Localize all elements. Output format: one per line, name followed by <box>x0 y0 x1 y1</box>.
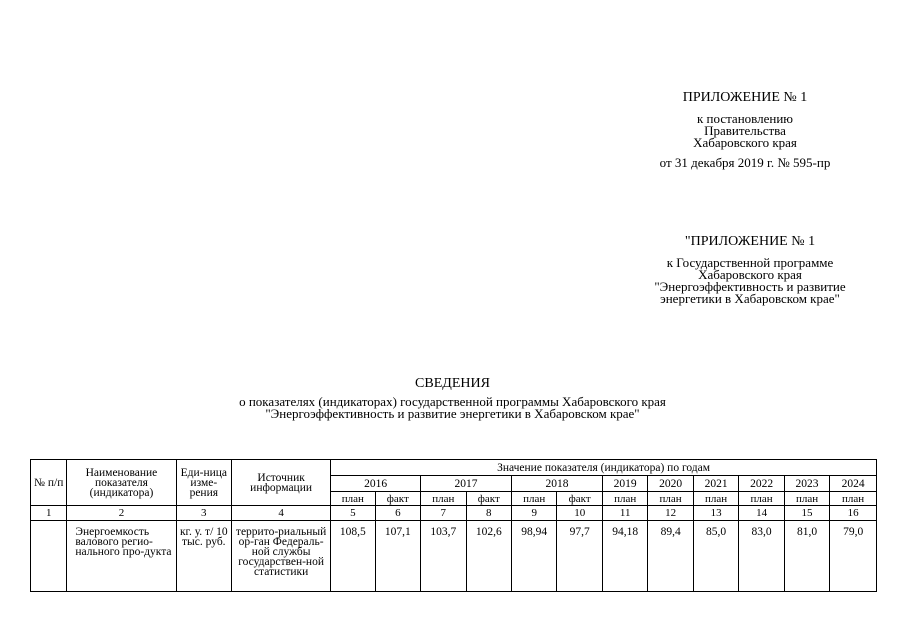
unit-cell: кг. у. т/ 10 тыс. руб. <box>176 521 232 592</box>
year-header-2024: 2024 <box>830 476 877 492</box>
appendix-1-date: от 31 декабря 2019 г. № 595-пр <box>659 155 831 170</box>
value-cell: 89,4 <box>648 521 693 592</box>
value-cell: 97,7 <box>557 521 602 592</box>
column-number-cell: 4 <box>232 506 331 521</box>
value-cell: 98,94 <box>511 521 556 592</box>
header-name: Наименование показателя (индикатора) <box>67 460 176 506</box>
column-number-cell: 14 <box>739 506 784 521</box>
column-number-cell: 13 <box>693 506 738 521</box>
value-cell: 83,0 <box>739 521 784 592</box>
value-cell: 103,7 <box>421 521 466 592</box>
column-number-cell: 10 <box>557 506 602 521</box>
plan-header-2017: план <box>421 492 466 506</box>
header-source: Источник информации <box>232 460 331 506</box>
year-header-2018: 2018 <box>511 476 602 492</box>
column-number-cell: 8 <box>466 506 511 521</box>
plan-header-2018: план <box>511 492 556 506</box>
value-cell: 107,1 <box>375 521 420 592</box>
fact-header-2017: факт <box>466 492 511 506</box>
plan-header-2024: план <box>830 492 877 506</box>
appendix-2-line2: Хабаровского края <box>698 267 802 282</box>
indicators-table <box>30 459 877 592</box>
header-unit: Еди-ница изме-рения <box>176 460 232 506</box>
year-header-2023: 2023 <box>784 476 829 492</box>
plan-header-2022: план <box>739 492 784 506</box>
year-header-2016: 2016 <box>331 476 421 492</box>
column-number-cell: 2 <box>67 506 176 521</box>
column-number-cell: 3 <box>176 506 232 521</box>
value-cell: 108,5 <box>331 521 375 592</box>
appendix-1-line1: к постановлению <box>696 111 794 126</box>
source-cell: террито-риальный ор-ган Федераль-ной службы государствен-ной статистики <box>232 521 331 592</box>
plan-header-2021: план <box>693 492 738 506</box>
column-numbers-row <box>31 506 877 521</box>
header-row-top <box>31 460 877 476</box>
value-cell: 81,0 <box>784 521 829 592</box>
document-heading <box>180 378 725 420</box>
appendix-2-line3: "Энергоэффективность и развитие <box>654 279 846 294</box>
table-body <box>31 506 877 592</box>
appendix-2-line4: энергетики в Хабаровском крае" <box>660 291 840 306</box>
heading-subtitle-2: "Энергоэффективность и развитие энергетики в Хабаровском крае" <box>265 406 640 421</box>
column-number-cell: 11 <box>602 506 647 521</box>
year-header-2022: 2022 <box>739 476 784 492</box>
year-header-2019: 2019 <box>602 476 647 492</box>
column-number-cell: 16 <box>830 506 877 521</box>
column-number-cell: 12 <box>648 506 693 521</box>
column-number-cell: 15 <box>784 506 829 521</box>
column-number-cell: 5 <box>331 506 375 521</box>
appendix-1-line2: Правительства <box>704 123 786 138</box>
value-cell: 102,6 <box>466 521 511 592</box>
year-header-2017: 2017 <box>421 476 512 492</box>
plan-header-2016: план <box>331 492 375 506</box>
header-values: Значение показателя (индикатора) по годам <box>331 460 877 476</box>
appendix-1-block <box>640 92 850 169</box>
table-row <box>31 521 877 592</box>
header-num: № п/п <box>31 460 67 506</box>
appendix-2-block <box>630 236 870 305</box>
value-cell: 79,0 <box>830 521 877 592</box>
value-cell: 85,0 <box>693 521 738 592</box>
year-header-2021: 2021 <box>693 476 738 492</box>
value-cell: 94,18 <box>602 521 647 592</box>
column-number-cell: 1 <box>31 506 67 521</box>
year-header-2020: 2020 <box>648 476 693 492</box>
appendix-2-line1: к Государственной программе <box>666 255 834 270</box>
fact-header-2018: факт <box>557 492 602 506</box>
column-number-cell: 7 <box>421 506 466 521</box>
plan-header-2020: план <box>648 492 693 506</box>
column-number-cell: 9 <box>511 506 556 521</box>
heading-title: СВЕДЕНИЯ <box>415 376 490 391</box>
appendix-1-line3: Хабаровского края <box>693 135 797 150</box>
appendix-2-title: "ПРИЛОЖЕНИЕ № 1 <box>684 234 816 249</box>
plan-header-2023: план <box>784 492 829 506</box>
fact-header-2016: факт <box>375 492 420 506</box>
plan-header-2019: план <box>602 492 647 506</box>
row-num-cell <box>31 521 67 592</box>
column-number-cell: 6 <box>375 506 420 521</box>
heading-subtitle-1: о показателях (индикаторах) государственной программы Хабаровского края <box>239 394 666 409</box>
indicator-name-cell: Энергоемкость валового регио-нального про-дукта <box>67 521 176 592</box>
appendix-1-title: ПРИЛОЖЕНИЕ № 1 <box>682 90 808 105</box>
